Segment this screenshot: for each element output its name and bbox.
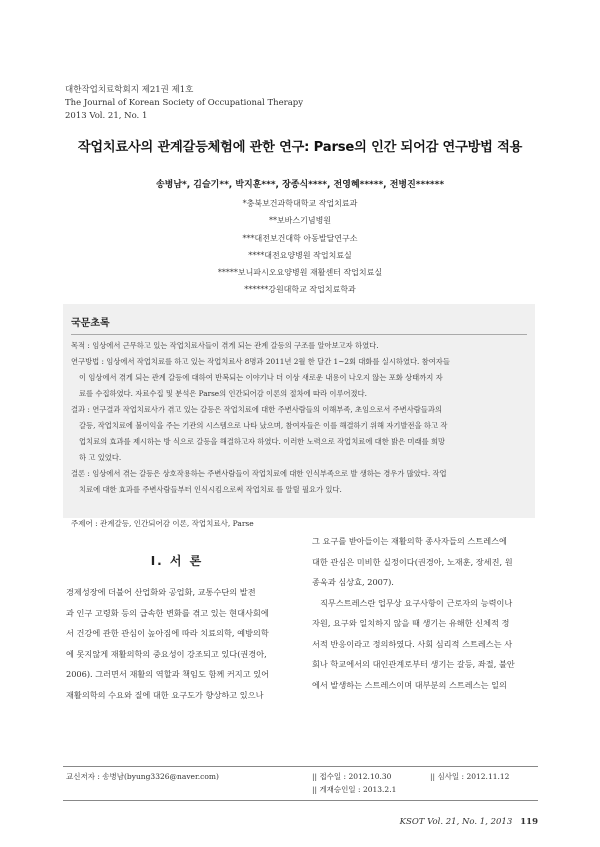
text-line: 경제성장에 더불어 산업화와 공업화, 교통수단의 발전: [66, 587, 256, 597]
affiliation: ******강원대학교 작업치료학과: [244, 285, 356, 295]
affiliation: **보바스기념병원: [268, 216, 332, 226]
text-line: 에서 발생하는 스트레스이며 대부분의 스트레스는 일의: [312, 679, 507, 690]
text-line: 직무스트레스란 업무상 요구사항이 근로자의 능력이나: [320, 597, 513, 608]
journal-volume: 2013 Vol. 21, No. 1: [65, 111, 148, 121]
text-line: 자원, 요구와 일치하지 않을 때 생기는 유해한 신체적 정: [312, 618, 510, 628]
received-date: || 접수일 : 2012.10.30: [312, 772, 392, 781]
affiliation: *충북보건과학대학교 작업치료과: [242, 199, 358, 208]
correspondence: 교신저자 : 송병남(byung3326@naver.com): [66, 772, 219, 781]
paper-title: 작업치료사의 관계갈등체험에 관한 연구: Parse의 인간 되어감 연구방법 적용: [77, 140, 523, 155]
text-line: 과 인구 고령화 등의 급속한 변화를 겪고 있는 현대사회에: [66, 607, 269, 618]
affiliation: ****대전요양병원 작업치료실: [248, 250, 352, 260]
text-line: 하 고 있었다.: [79, 453, 122, 462]
footer-divider-top: [63, 766, 538, 767]
page-footer: [400, 817, 538, 827]
accepted-date: || 게재승인일 : 2013.2.1: [312, 785, 397, 794]
text-line: 2006). 그러면서 재활의 역할과 책임도 함께 커지고 있어: [66, 669, 270, 679]
abstract-heading: 국문초록: [71, 318, 110, 329]
text-line: 업치료의 효과를 제시하는 방 식으로 갈등을 해결하고자 하였다. 이러한 노력으로 작업치료에 대한 밝은 미래를 희망: [79, 437, 446, 446]
abstract-keywords: 주제어 : 관계갈등, 인간되어감 이론, 작업치료사, Parse: [71, 519, 254, 528]
text-line: 목적 : 임상에서 근무하고 있는 작업치료사들이 겪게 되는 관계 갈등의 구조를 알아보고자 하였다.: [71, 341, 379, 350]
affiliation: *****보니파시오요양병원 재활센터 작업치료실: [217, 268, 383, 278]
text-line: 연구방법 : 임상에서 작업치료를 하고 있는 작업치료사 8명과 2011년 2월 한 달간 1~2회 대화를 실시하였다. 참여자들: [71, 357, 450, 366]
text-line: 에 못지않게 재활의학의 중요성이 강조되고 있다(권경아,: [66, 648, 267, 659]
journal-reference: KSOT Vol. 21, No. 1, 2013: [399, 817, 513, 827]
page-number: 119: [520, 817, 538, 827]
reviewed-date: || 심사일 : 2012.11.12: [430, 772, 510, 781]
journal-name-korean: 대한작업치료학회지 제21권 제1호: [65, 85, 194, 95]
text-line: 서 건강에 관한 관심이 높아짐에 따라 치료의학, 예방의학: [66, 628, 269, 638]
text-line: 회나 학교에서의 대인관계로부터 생기는 갈등, 좌절, 불안: [312, 659, 515, 669]
affiliation: ***대전보건대학 아동발달연구소: [242, 233, 358, 243]
abstract-box: [63, 304, 535, 528]
abstract-purpose: [71, 338, 527, 354]
footer-divider-bottom: [63, 800, 538, 801]
affiliation-list: [0, 195, 600, 299]
text-line: 대한 관심은 미비한 실정이다(권경아, 노재훈, 장세진, 원: [312, 556, 513, 567]
text-line: 종욱과 심상효, 2007).: [312, 577, 394, 587]
text-line: 재활의학의 수요와 질에 대한 요구도가 향상하고 있으나: [66, 689, 264, 700]
text-line: 서적 반응이라고 정의하였다. 사회 심리적 스트레스는 사: [312, 638, 513, 649]
abstract-result: [71, 402, 527, 466]
text-line: 이 임상에서 겪게 되는 관계 갈등에 대하여 반복되는 이야기나 더 이상 새로운 내용이 나오지 않는 포화 상태까지 자: [79, 373, 443, 382]
author-list: 송병남*, 김슬기**, 박지훈***, 장종식****, 전영혜*****, 전병진******: [155, 180, 445, 190]
abstract-method: [71, 354, 527, 402]
text-line: 치료에 대한 효과를 주변사람들부터 인식시킴으로써 작업치료 를 알릴 필요가 있다.: [79, 485, 342, 494]
body-column-right: [312, 531, 534, 695]
journal-name-english: The Journal of Korean Society of Occupational Therapy: [65, 98, 304, 108]
text-line: 갈등, 작업치료에 불이익을 주는 기관의 시스템으로 나타 났으며, 참여자들은 이를 해결하기 위해 자기발전을 하고 작: [79, 421, 448, 430]
text-line: 결론 : 임상에서 겪는 갈등은 상호작용하는 주변사람들이 작업치료에 대한 인식부족으로 발 생하는 경우가 많았다. 작업: [71, 469, 447, 478]
text-line: 결과 : 연구결과 작업치료사가 겪고 있는 갈등은 작업치료에 대한 주변사람들의 이해부족, 초임으로서 주변사람들과의: [71, 405, 442, 414]
abstract-divider: [71, 334, 527, 335]
text-line: 그 요구를 받아들이는 재활의학 종사자들의 스트레스에: [312, 536, 507, 546]
section-heading-introduction: Ⅰ. 서 론: [150, 554, 204, 568]
abstract-conclusion: [71, 466, 527, 498]
journal-info: [65, 84, 303, 123]
body-column-left: [66, 582, 288, 705]
text-line: 료를 수집하였다. 자료수집 및 분석은 Parse의 인간되어감 이론의 절차에 따라 이루어졌다.: [79, 389, 367, 398]
